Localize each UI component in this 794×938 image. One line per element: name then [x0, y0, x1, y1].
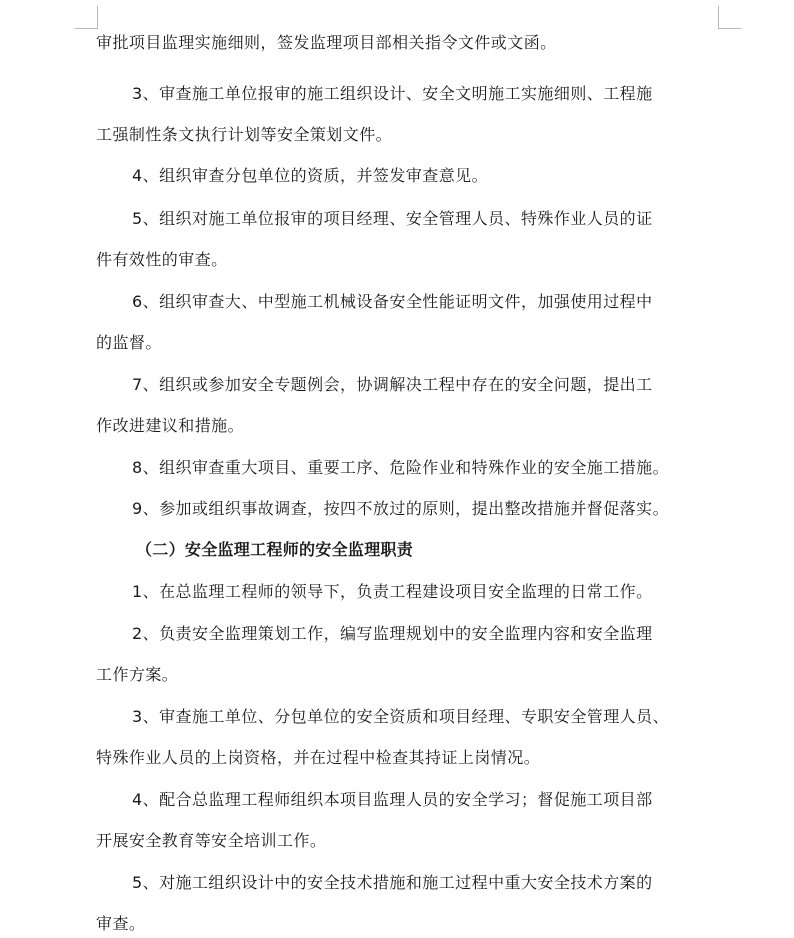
paragraph-line: 1、在总监理工程师的领导下，负责工程建设项目安全监理的日常工作。	[132, 582, 653, 601]
paragraph-line: 5、组织对施工单位报审的项目经理、安全管理人员、特殊作业人员的证	[132, 209, 653, 228]
section-heading: （二）安全监理工程师的安全监理职责	[136, 540, 414, 559]
paragraph-line: 工作方案。	[96, 665, 179, 684]
paragraph-line: 8、组织审查重大项目、重要工序、危险作业和特殊作业的安全施工措施。	[132, 458, 670, 477]
paragraph-line: 的监督。	[96, 333, 162, 352]
paragraph-line: 2、负责安全监理策划工作，编写监理规划中的安全监理内容和安全监理	[132, 624, 653, 643]
paragraph-line: 审查。	[96, 914, 146, 933]
paragraph-line: 9、参加或组织事故调查，按四不放过的原则，提出整改措施并督促落实。	[132, 499, 670, 518]
paragraph-line: 开展安全教育等安全培训工作。	[96, 831, 327, 850]
margin-corner-mark-left	[75, 6, 98, 29]
paragraph-line: 件有效性的审查。	[96, 250, 228, 269]
margin-corner-mark-right	[718, 6, 741, 29]
paragraph-line: 工强制性条文执行计划等安全策划文件。	[96, 125, 393, 144]
paragraph-line: 特殊作业人员的上岗资格，并在过程中检查其持证上岗情况。	[96, 748, 541, 767]
paragraph-line: 4、配合总监理工程师组织本项目监理人员的安全学习；督促施工项目部	[132, 790, 653, 809]
paragraph-line: 审批项目监理实施细则，签发监理项目部相关指令文件或文函。	[96, 33, 557, 52]
paragraph-line: 6、组织审查大、中型施工机械设备安全性能证明文件，加强使用过程中	[132, 292, 653, 311]
paragraph-line: 3、审查施工单位、分包单位的安全资质和项目经理、专职安全管理人员、	[132, 707, 670, 726]
paragraph-line: 作改进建议和措施。	[96, 416, 245, 435]
paragraph-line: 7、组织或参加安全专题例会，协调解决工程中存在的安全问题，提出工	[132, 375, 653, 394]
paragraph-line: 3、审查施工单位报审的施工组织设计、安全文明施工实施细则、工程施	[132, 84, 653, 103]
paragraph-line: 5、对施工组织设计中的安全技术措施和施工过程中重大安全技术方案的	[132, 873, 653, 892]
paragraph-line: 4、组织审查分包单位的资质，并签发审查意见。	[132, 166, 489, 185]
